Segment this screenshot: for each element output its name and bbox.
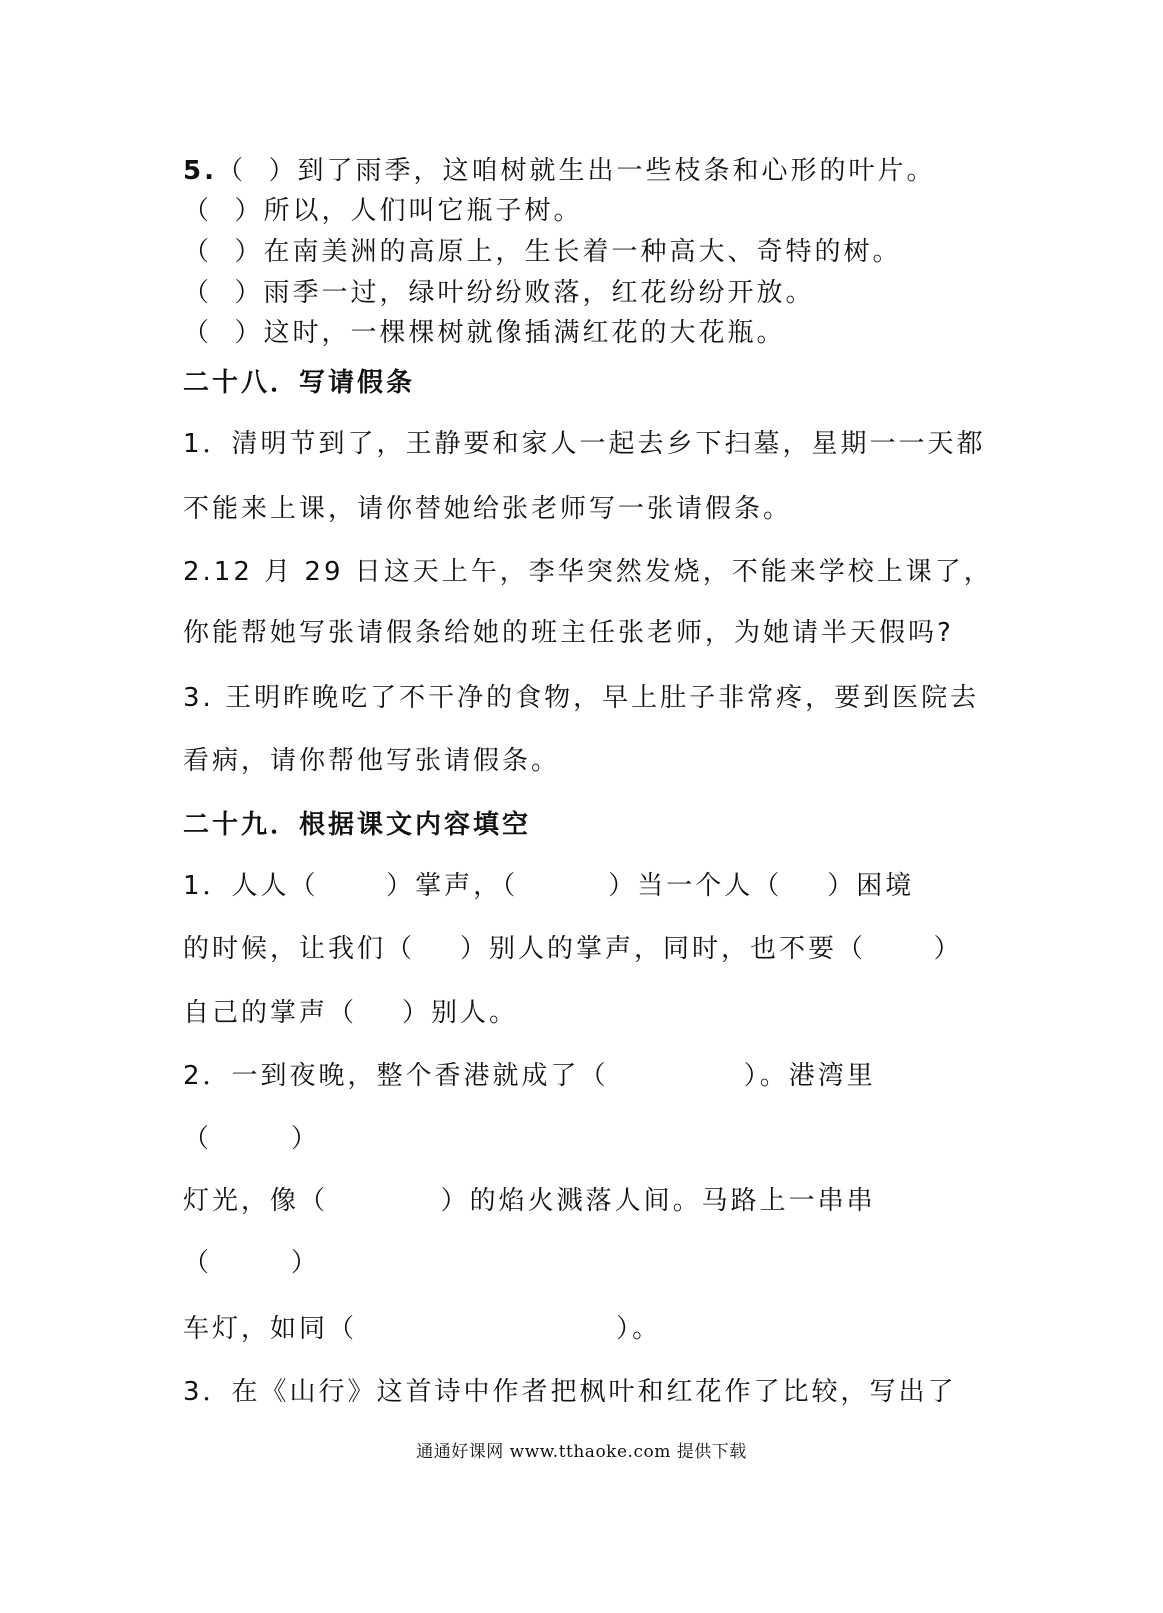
section-29-q2-line2: （ ） — [183, 1124, 320, 1154]
section-28-q2-line1: 2.12 月 29 日这天上午，李华突然发烧，不能来学校上课了， — [183, 557, 993, 587]
question-number: 5. — [183, 156, 217, 186]
section-29-q2-line5: 车灯，如同（ ）。 — [183, 1314, 662, 1344]
section-29-q2-line3: 灯光，像（ ）的焰火溅落人间。马路上一串串 — [183, 1186, 876, 1216]
section-29-q1-line2: 的时候，让我们（ ）别人的掌声，同时，也不要（ ） — [183, 934, 963, 964]
order-item-5: （ ）这时，一棵棵树就像插满红花的大花瓶。 — [183, 318, 786, 348]
page-footer: 通通好课网 www.tthaoke.com 提供下载 — [416, 1442, 747, 1462]
section-29-q1-line1: 1．人人（ ）掌声，（ ）当一个人（ ）困境 — [183, 871, 915, 901]
section-28-title: 二十八．写请假条 — [183, 368, 416, 398]
section-29-q3-line1: 3．在《山行》这首诗中作者把枫叶和红花作了比较，写出了 — [183, 1377, 957, 1407]
order-item-1: （ ）到了雨季，这咱树就生出一些枝条和心形的叶片。 — [216, 156, 936, 186]
section-28-q2-line2: 你能帮她写张请假条给她的班主任张老师，为她请半天假吗? — [183, 618, 954, 648]
section-28-q1-line2: 不能来上课，请你替她给张老师写一张请假条。 — [183, 494, 793, 524]
section-28-q3-line1: 3. 王明昨晚吃了不干净的食物，早上肚子非常疼，要到医院去 — [183, 683, 980, 713]
order-question-line-1 — [183, 154, 936, 188]
section-29-title: 二十九．根据课文内容填空 — [183, 810, 532, 840]
order-item-3: （ ）在南美洲的高原上，生长着一种高大、奇特的树。 — [183, 237, 902, 267]
section-28-q3-line2: 看病，请你帮他写张请假条。 — [183, 746, 561, 776]
section-28-q1-line1: 1．清明节到了，王静要和家人一起去乡下扫墓，星期一一天都 — [183, 429, 986, 459]
order-item-4: （ ）雨季一过，绿叶纷纷败落，红花纷纷开放。 — [183, 278, 815, 308]
section-29-q2-line1: 2．一到夜晚，整个香港就成了（ ）。港湾里 — [183, 1061, 876, 1091]
order-item-2: （ ）所以，人们叫它瓶子树。 — [183, 196, 583, 226]
section-29-q2-line4: （ ） — [183, 1248, 320, 1278]
section-29-q1-line3: 自己的掌声（ ）别人。 — [183, 998, 519, 1028]
